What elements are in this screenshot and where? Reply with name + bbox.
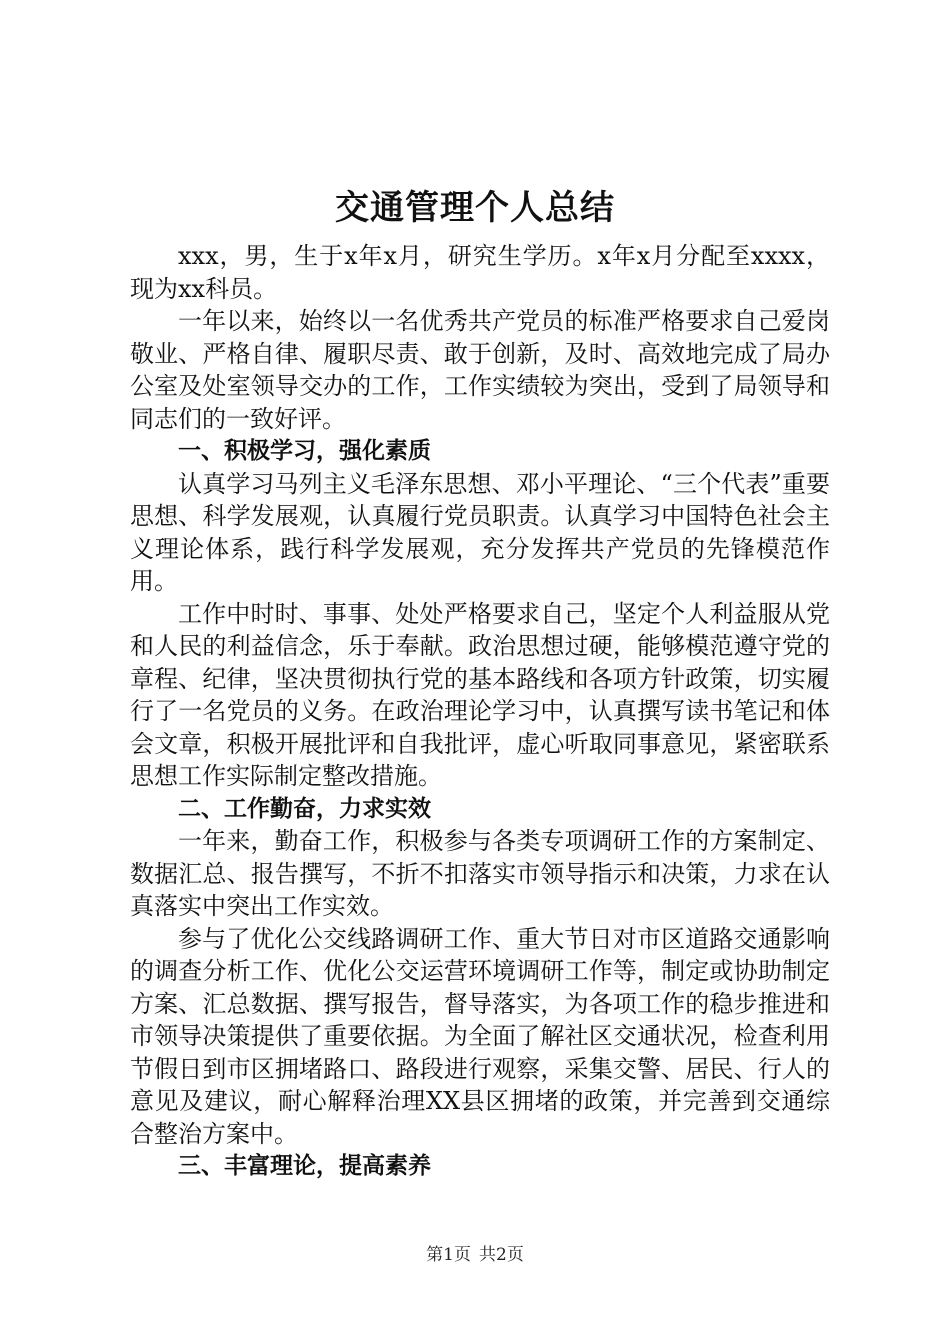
paragraph-research: 参与了优化公交线路调研工作、重大节日对市区道路交通影响的调查分析工作、优化公交运营环境调研工作等，制定或协助制定方案、汇总数据、撰写报告，督导落实，为各项工作的稳步推进和市领导决策提供了重要依据。为全面了解社区交通状况，检查利用节假日到市区拥堵路口、路段进行观察，采集交警、居民、行人的意见及建议，耐心解释治理XX县区拥堵的政策，并完善到交通综合整治方案中。 [130,924,830,1148]
section-heading-1: 一、积极学习，强化素质 [178,438,431,464]
paragraph-diligence: 一年来，勤奋工作，积极参与各类专项调研工作的方案制定、数据汇总、报告撰写，不折不扣落实市领导指示和决策，力求在认真落实中突出工作实效。 [130,827,830,920]
paragraph-discipline: 工作中时时、事事、处处严格要求自己，坚定个人利益服从党和人民的利益信念，乐于奉献。政治思想过硬，能够模范遵守党的章程、纪律，坚决贯彻执行党的基本路线和各项方针政策，切实履行了一名党员的义务。在政治理论学习中，认真撰写读书笔记和体会文章，积极开展批评和自我批评，虚心听取同事意见，紧密联系思想工作实际制定整改措施。 [130,599,830,790]
section-heading-3: 三、丰富理论，提高素养 [178,1153,431,1179]
paragraph-summary: 一年以来，始终以一名优秀共产党员的标准严格要求自己爱岗敬业、严格自律、履职尽责、敢于创新，及时、高效地完成了局办公室及处室领导交办的工作，工作实绩较为突出，受到了局领导和同志们的一致好评。 [130,307,830,433]
page-number: 第1页 [426,1245,471,1265]
paragraph-study: 认真学习马列主义毛泽东思想、邓小平理论、“三个代表”重要思想、科学发展观，认真履行党员职责。认真学习中国特色社会主义理论体系，践行科学发展观，充分发挥共产党员的先锋模范作用。 [130,469,830,595]
section-heading-2: 二、工作勤奋，力求实效 [178,795,431,822]
paragraph-intro: xxx，男，生于x年x月，研究生学历。x年x月分配至xxxx，现为xx科员。 [130,242,830,303]
document-title: 交通管理个人总结 [335,188,615,228]
document-body [130,240,830,1183]
page-total: 共2页 [479,1245,524,1265]
page-footer [0,1244,950,1266]
